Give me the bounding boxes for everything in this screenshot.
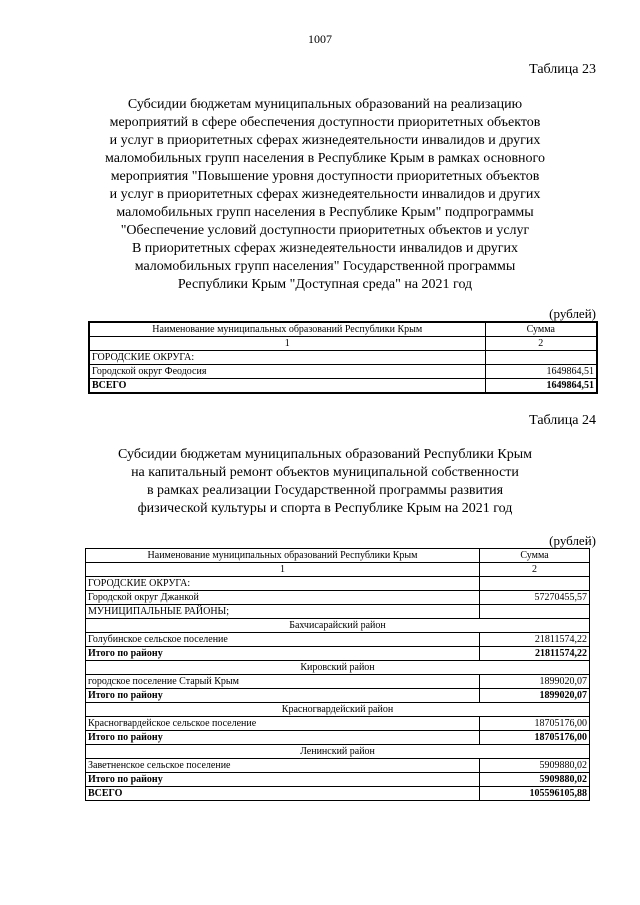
subtotal-row	[86, 731, 590, 745]
row-sum: 21811574,22	[480, 647, 590, 661]
row-sum: 1649864,51	[485, 365, 597, 379]
district-row	[86, 619, 590, 633]
table-row	[86, 605, 590, 619]
title-line: мероприятий в сфере обеспечения доступности приоритетных объектов	[109, 115, 541, 130]
row-sum: 5909880,02	[480, 773, 590, 787]
district-name: Ленинский район	[86, 745, 590, 759]
column-header-sum: Сумма	[485, 322, 597, 337]
table23-label: Таблица 23	[529, 62, 596, 77]
title-line: Республики Крым "Доступная среда" на 2021 год	[177, 277, 473, 292]
row-sum: 1649864,51	[485, 379, 597, 394]
row-sum: 21811574,22	[480, 633, 590, 647]
total-row	[86, 787, 590, 801]
row-sum: 18705176,00	[480, 731, 590, 745]
title-line: физической культуры и спорта в Республике Крым на 2021 год	[137, 501, 513, 516]
row-sum: 1899020,07	[480, 689, 590, 703]
row-name: МУНИЦИПАЛЬНЫЕ РАЙОНЫ;	[86, 605, 480, 619]
district-row	[86, 745, 590, 759]
row-name: городское поселение Старый Крым	[86, 675, 480, 689]
row-sum	[480, 605, 590, 619]
table-header-row	[86, 549, 590, 563]
column-number: 2	[485, 337, 597, 351]
table-row	[86, 633, 590, 647]
row-name: Городской округ Феодосия	[89, 365, 485, 379]
table-row	[86, 577, 590, 591]
district-name: Красногвардейский район	[86, 703, 590, 717]
district-name: Кировский район	[86, 661, 590, 675]
title-line: в рамках реализации Государственной программы развития	[146, 483, 504, 498]
row-sum: 18705176,00	[480, 717, 590, 731]
table-row	[86, 591, 590, 605]
subtotal-row	[86, 773, 590, 787]
table23	[88, 321, 598, 394]
title-line: Субсидии бюджетам муниципальных образований на реализацию	[127, 97, 523, 112]
column-number: 1	[89, 337, 485, 351]
table-row	[89, 365, 597, 379]
column-header-sum: Сумма	[480, 549, 590, 563]
row-name: Заветненское сельское поселение	[86, 759, 480, 773]
title-line: и услуг в приоритетных сферах жизнедеятельности инвалидов и других	[109, 187, 541, 202]
page-number: 1007	[308, 32, 332, 46]
row-name: ВСЕГО	[86, 787, 480, 801]
row-name: Красногвардейское сельское поселение	[86, 717, 480, 731]
row-sum: 57270455,57	[480, 591, 590, 605]
district-row	[86, 703, 590, 717]
row-name: Итого по району	[86, 689, 480, 703]
subtotal-row	[86, 647, 590, 661]
row-name: Итого по району	[86, 731, 480, 745]
title-line: "Обеспечение условий доступности приоритетных объектов и услуг	[120, 223, 530, 238]
table-row	[86, 675, 590, 689]
title-line: на капитальный ремонт объектов муниципальной собственности	[131, 465, 519, 480]
row-sum	[480, 577, 590, 591]
table24	[85, 548, 590, 801]
row-name: ГОРОДСКИЕ ОКРУГА:	[86, 577, 480, 591]
title-line: Субсидии бюджетам муниципальных образований Республики Крым	[118, 447, 532, 462]
table24-unit: (рублей)	[549, 533, 596, 548]
row-name: ГОРОДСКИЕ ОКРУГА:	[89, 351, 485, 365]
column-header-name: Наименование муниципальных образований Республики Крым	[86, 549, 480, 563]
column-number-row	[89, 337, 597, 351]
title-line: и услуг в приоритетных сферах жизнедеятельности инвалидов и других	[109, 133, 541, 148]
row-name: Городской округ Джанкой	[86, 591, 480, 605]
table23-unit: (рублей)	[549, 306, 596, 321]
district-name: Бахчисарайский район	[86, 619, 590, 633]
district-row	[86, 661, 590, 675]
table24-label: Таблица 24	[529, 413, 596, 428]
title-line: В приоритетных сферах жизнедеятельности инвалидов и других	[131, 241, 519, 256]
table-row	[86, 759, 590, 773]
column-number: 1	[86, 563, 480, 577]
table-header-row	[89, 322, 597, 337]
title-line: мероприятия "Повышение уровня доступности приоритетных объектов	[110, 169, 540, 184]
row-name: ВСЕГО	[89, 379, 485, 394]
row-sum: 5909880,02	[480, 759, 590, 773]
table23-title	[90, 96, 560, 294]
row-sum: 105596105,88	[480, 787, 590, 801]
row-sum: 1899020,07	[480, 675, 590, 689]
row-name: Голубинское сельское поселение	[86, 633, 480, 647]
subtotal-row	[86, 689, 590, 703]
table-row	[89, 351, 597, 365]
table-row	[86, 717, 590, 731]
title-line: маломобильных групп населения в Республике Крым в рамках основного	[105, 151, 545, 166]
row-name: Итого по району	[86, 647, 480, 661]
title-line: маломобильных групп населения в Республике Крым" подпрограммы	[116, 205, 534, 220]
column-header-name: Наименование муниципальных образований Республики Крым	[89, 322, 485, 337]
row-name: Итого по району	[86, 773, 480, 787]
table24-title	[90, 446, 560, 518]
column-number-row	[86, 563, 590, 577]
title-line: маломобильных групп населения" Государственной программы	[134, 259, 516, 274]
column-number: 2	[480, 563, 590, 577]
total-row	[89, 379, 597, 394]
row-sum	[485, 351, 597, 365]
